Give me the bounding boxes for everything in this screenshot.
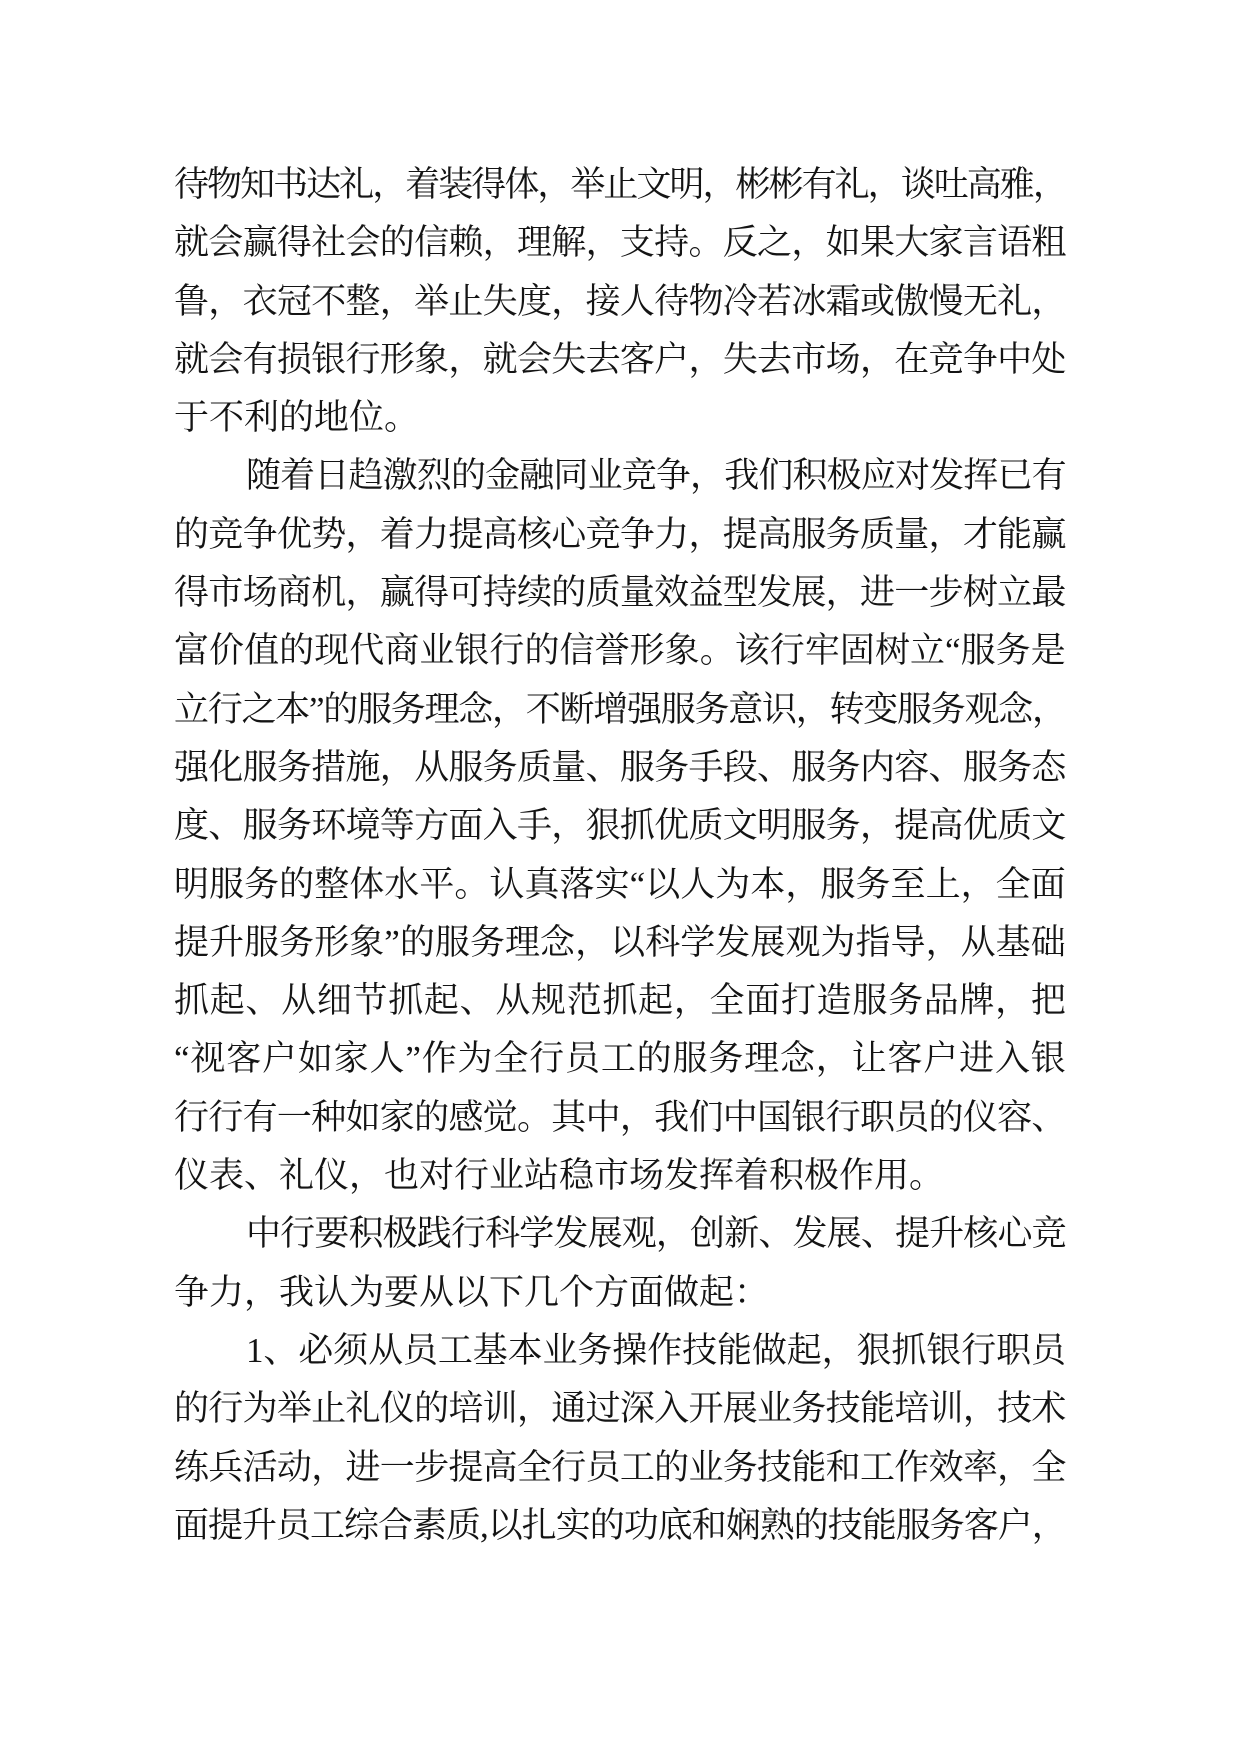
text-line: 行 行 有 一 种 如 家 的 感 觉 。 其 中 ， 我 们 中 国 银 行 职 员 的 仪 容 、: [174, 1097, 1066, 1137]
text-line: 就 会 有 损 银 行 形 象 ， 就 会 失 去 客 户 ， 失 去 市 场 ， 在 竞 争 中 处: [174, 339, 1066, 379]
text-line: 的 竞 争 优 势 ， 着 力 提 高 核 心 竞 争 力 ， 提 高 服 务 质 量 ， 才 能 赢: [174, 514, 1066, 554]
text-line-paragraph-end: 于不利的地位。: [174, 398, 420, 438]
text-line: “ 视 客 户 如 家 人 ” 作 为 全 行 员 工 的 服 务 理 念 ， 让 客 户 进 入 银: [174, 1039, 1066, 1079]
text-line: 练 兵 活 动 ， 进 一 步 提 高 全 行 员 工 的 业 务 技 能 和 工 作 效 率 ， 全: [174, 1447, 1066, 1487]
text-line: 的 行 为 举 止 礼 仪 的 培 训 ， 通 过 深 入 开 展 业 务 技 能 培 训 ， 技 术: [174, 1389, 1066, 1429]
text-line: 提 升 服 务 形 象 ” 的 服 务 理 念 ， 以 科 学 发 展 观 为 指 导 ， 从 基 础: [174, 922, 1066, 962]
text-line: 就 会 赢 得 社 会 的 信 赖 ， 理 解 ， 支 持 。 反 之 ， 如 果 大 家 言 语 粗: [174, 223, 1066, 263]
text-line: 抓 起 、 从 细 节 抓 起 、 从 规 范 抓 起 ， 全 面 打 造 服 务 品 牌 ， 把: [174, 981, 1066, 1021]
text-block: [174, 156, 1066, 1555]
text-line-paragraph-start: 随 着 日 趋 激 烈 的 金 融 同 业 竞 争 ， 我 们 积 极 应 对 发 挥 已 有: [246, 456, 1066, 496]
text-line: 待 物 知 书 达 礼 ， 着 装 得 体 ， 举 止 文 明 ， 彬 彬 有 礼 ， 谈 吐 高 雅 ，: [174, 165, 1066, 204]
text-line-paragraph-start: 中 行 要 积 极 践 行 科 学 发 展 观 ， 创 新 、 发 展 、 提 升 核 心 竞: [246, 1214, 1066, 1254]
text-line-paragraph-start: 1 、 必 须 从 员 工 基 本 业 务 操 作 技 能 做 起 ， 狠 抓 银 行 职 员: [246, 1330, 1066, 1370]
text-line: 明 服 务 的 整 体 水 平 。 认 真 落 实 “ 以 人 为 本 ， 服 务 至 上 ， 全 面: [174, 864, 1066, 904]
text-line: 立 行 之 本 ” 的 服 务 理 念 ， 不 断 增 强 服 务 意 识 ， 转 变 服 务 观 念 ，: [174, 689, 1066, 729]
text-line-paragraph-end: 仪表、礼仪，也对行业站稳市场发挥着积极作用。: [174, 1156, 945, 1196]
text-line: 富 价 值 的 现 代 商 业 银 行 的 信 誉 形 象 。 该 行 牢 固 树 立 “ 服 务 是: [174, 631, 1066, 671]
text-line: 强 化 服 务 措 施 ， 从 服 务 质 量 、 服 务 手 段 、 服 务 内 容 、 服 务 态: [174, 747, 1066, 787]
text-line-paragraph-end: 争力，我认为要从以下几个方面做起：: [174, 1272, 770, 1312]
text-line: 鲁 ， 衣 冠 不 整 ， 举 止 失 度 ， 接 人 待 物 冷 若 冰 霜 或 傲 慢 无 礼 ，: [174, 281, 1066, 321]
text-line: 度 、 服 务 环 境 等 方 面 入 手 ， 狠 抓 优 质 文 明 服 务 ， 提 高 优 质 文: [174, 806, 1066, 846]
text-line: 面 提 升 员 工 综 合 素 质 , 以 扎 实 的 功 底 和 娴 熟 的 技 能 服 务 客 户 ，: [174, 1505, 1066, 1545]
text-line: 得 市 场 商 机 ， 赢 得 可 持 续 的 质 量 效 益 型 发 展 ， 进 一 步 树 立 最: [174, 573, 1066, 613]
